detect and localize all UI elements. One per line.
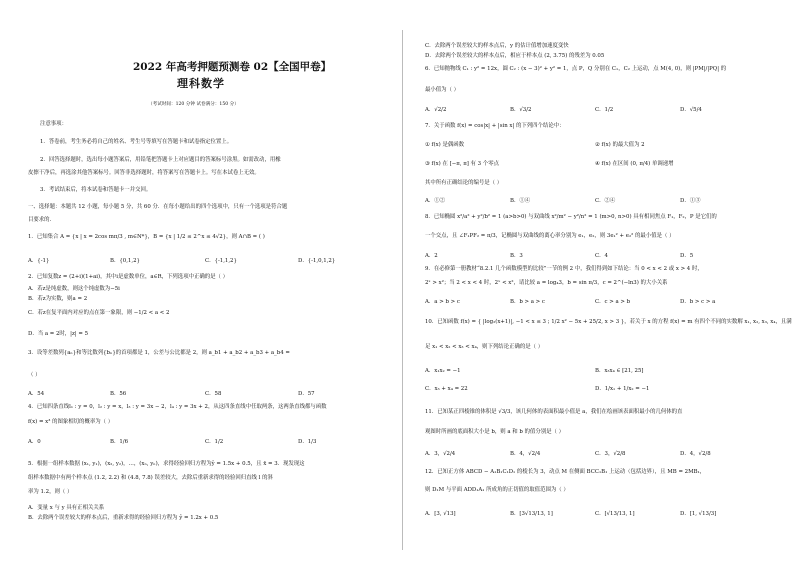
q6-option-c: C．1/2 bbox=[595, 107, 614, 113]
q5-stem-3: 率为 1.2，则（ ） bbox=[28, 489, 73, 495]
q7-option-a: A．①② bbox=[425, 198, 446, 204]
q11-stem-2: 观图时所画的底面积大小是 b，则 a 和 b 的值分别是（ ） bbox=[425, 429, 564, 435]
exam-title: 2022 年高考押题预测卷 02【全国甲卷】 bbox=[133, 61, 332, 73]
q8-option-a: A．2 bbox=[425, 253, 438, 259]
notes-heading: 注意事项： bbox=[40, 121, 67, 127]
q5-option-a: A．变量 x 与 y 具有正相关关系 bbox=[28, 505, 105, 511]
q7-option-c: C．②④ bbox=[595, 198, 616, 204]
q7-stem: 7．关于函数 f(x) = cos|x| + |sin x| 的下列四个结论中： bbox=[425, 123, 565, 129]
q9-option-d: D．b > c > a bbox=[680, 299, 716, 305]
column-divider bbox=[402, 30, 403, 550]
q5-option-c: C．去除两个误差较大的样本点后，y 的估计值增加速度变快 bbox=[425, 43, 569, 49]
q6-option-a: A．√2/2 bbox=[425, 107, 447, 113]
q4-option-c: C．1/2 bbox=[205, 439, 224, 445]
q5-stem-1: 5．根据一组样本数据 (x₁, y₁)，(x₂, y₂)，…，(xₙ, yₙ)，求得经验回归方程为ŷ = 1.5x + 0.5，且 x̄ = 3．现发现这 bbox=[28, 461, 305, 467]
q10-option-d: D．1/x₁ + 1/x₂ = −1 bbox=[595, 386, 650, 392]
q6-stem-2: 最小值为（ ） bbox=[425, 87, 460, 93]
q11-option-a: A．3，√2/4 bbox=[425, 451, 456, 457]
q9-option-c: C．c > a > b bbox=[595, 299, 631, 305]
q12-option-b: B．[3√13/13, 1] bbox=[510, 511, 553, 517]
note-2b: 皮擦干净后，再选涂其他答案标号。回答非选择题时，将答案写在答题卡上。写在本试卷上无效。 bbox=[28, 170, 260, 176]
q7-ask: 其中所有正确结论的编号是（ ） bbox=[425, 180, 503, 186]
q8-option-c: C．4 bbox=[595, 253, 608, 259]
q11-option-d: D．4，√2/8 bbox=[680, 451, 711, 457]
q1-option-c: C．{-1,1,2} bbox=[205, 258, 237, 264]
note-3: 3．考试结束后，将本试卷和答题卡一并交回。 bbox=[40, 187, 152, 193]
q3-paren: （ ） bbox=[28, 372, 41, 378]
q4-stem-2: f(x) = x³ 的图象相切的概率为（ ） bbox=[28, 419, 114, 425]
q12-option-c: C．[√13/13, 1] bbox=[595, 511, 635, 517]
q2-option-a: A．若z是纯虚数，则这个纯虚数为−5i bbox=[28, 286, 120, 292]
q8-option-b: B．3 bbox=[510, 253, 523, 259]
q7-claim-4: ④ f(x) 在区间 (0, π/4) 单调递增 bbox=[595, 161, 674, 167]
q7-claim-1: ① f(x) 是偶函数 bbox=[425, 142, 465, 148]
q7-option-b: B．①④ bbox=[510, 198, 531, 204]
exam-info: （考试时间：120 分钟 试卷满分：150 分） bbox=[148, 102, 239, 107]
q4-option-d: D．1/3 bbox=[298, 439, 317, 445]
q2-option-c: C．若z在复平面内对应的点在第一象限，则 −1/2 < a < 2 bbox=[28, 310, 170, 316]
q7-claim-3: ③ f(x) 在 [−π, π] 有 3 个零点 bbox=[425, 161, 499, 167]
q9-option-a: A．a > b > c bbox=[425, 299, 460, 305]
q2-stem: 2．已知复数z = (2+i)(1+ai)，其中i是虚数单位，a∈R，下列选项中正确的是（ ） bbox=[28, 274, 229, 280]
q5-option-b: B．去除两个误差较大的样本点后，重新求得的经验回归方程为 ŷ = 1.2x + 0.5 bbox=[28, 515, 219, 521]
q12-stem-1: 12．已知正方体 ABCD − A₁B₁C₁D₁ 的棱长为 3，动点 M 在侧面 BCC₁B₁ 上运动（包括边界），且 MB = 2MB₁， bbox=[425, 469, 706, 475]
q3-option-a: A．54 bbox=[28, 391, 45, 397]
note-1: 1．答卷前，考生务必将自己的姓名、考生号等填写在答题卡和试卷指定位置上。 bbox=[40, 139, 233, 145]
right-column bbox=[405, 0, 794, 562]
q1-option-a: A．{-1} bbox=[28, 258, 50, 264]
q7-claim-2: ② f(x) 的最大值为 2 bbox=[595, 142, 645, 148]
q1-option-d: D．{-1,0,1,2} bbox=[298, 258, 336, 264]
q10-option-b: B．x₃x₄ ∈ [21, 25] bbox=[595, 368, 644, 374]
q4-option-a: A．0 bbox=[28, 439, 41, 445]
q3-option-b: B．56 bbox=[110, 391, 127, 397]
q12-option-d: D．[1, √13/3] bbox=[680, 511, 717, 517]
q8-option-d: D．5 bbox=[680, 253, 694, 259]
q11-option-c: C．3，√2/8 bbox=[595, 451, 626, 457]
q10-stem-2: 足 x₁ < x₂ < x₃ < x₄，则下列结论正确的是（ ） bbox=[425, 344, 544, 350]
q6-stem-1: 6．已知抛物线 C₁ : y² = 12x，圆 C₂ : (x − 3)² + y² = 1，点 P，Q 分别在 C₁，C₂ 上运动，点 M(4, 0)，则 |PM|/|PQ| 的 bbox=[425, 66, 727, 72]
q11-stem-1: 11．已知某正四棱锥的体积是 √3/3，该几何体的表面积最小值是 a，我们在绘画该表面积最小的几何体的直 bbox=[425, 409, 683, 415]
q4-stem-1: 4．已知四条直线l₁ : y = 0，l₂ : y = x，l₃ : y = 3x − 2，l₄ : y = 3x + 2，从这四条直线中任取两条，这两条直线都与函数 bbox=[28, 404, 327, 410]
q8-stem-2: 一个交点，且 ∠F₁PF₂ = π/3，记椭圆与双曲线的离心率分别为 e₁，e₂，则 3e₁² + e₂² 的最小值是（ ） bbox=[425, 233, 675, 239]
q6-option-b: B．√3/2 bbox=[510, 107, 532, 113]
q11-option-b: B．4，√2/4 bbox=[510, 451, 541, 457]
q3-option-c: C．58 bbox=[205, 391, 222, 397]
q1-stem: 1．已知集合 A = {x | x = 2cos mπ/3 , m∈N*}，B = {x | 1/2 ≤ 2^x ≤ 4√2}，则 A∩B = ( ) bbox=[28, 234, 265, 240]
note-2a: 2．回答选择题时，选出每小题答案后，用铅笔把答题卡上对应题目的答案标号涂黑。如需改动，用橡 bbox=[40, 157, 281, 163]
q10-stem-1: 10．已知函数 f(x) = { |log₂(x+1)|, −1 < x ≤ 3 ; 1/2 x² − 5x + 25/2, x > 3 }，若关于 x 的方程 f(x) = m 有四个不同的实数解 x₁, x₂, x₃, x₄，且满 bbox=[425, 319, 792, 325]
section1-line1: 一、选择题：本题共 12 小题，每小题 5 分，共 60 分．在每小题给出的四个选项中，只有一个选项是符合题 bbox=[28, 204, 288, 210]
q9-option-b: B．b > a > c bbox=[510, 299, 545, 305]
q7-option-d: D．①③ bbox=[680, 198, 701, 204]
q10-option-a: A．x₁x₂ = −1 bbox=[425, 368, 461, 374]
q2-option-b: B．若z为实数，则a = 2 bbox=[28, 296, 88, 302]
q9-stem-2: 2ˣ > x²；当 2 < x < 4 时，2ˣ < x²，请比较 a = log₄3，b = sin π/3，c = 2^(−ln3) 的大小关系 bbox=[425, 280, 668, 286]
exam-subtitle: 理科数学 bbox=[177, 77, 225, 90]
q3-stem: 3．设等差数列{aₙ}和等比数列{bₙ}的首项都是 1，公差与公比都是 2，则 a_b1 + a_b2 + a_b3 + a_b4 = bbox=[28, 350, 290, 356]
q1-option-b: B．{0,1,2} bbox=[110, 258, 140, 264]
q5-stem-2: 组样本数据中有两个样本点 (1.2, 2.2) 和 (4.8, 7.8) 误差较大，去除后重新求得的经验回归直线 l 的斜 bbox=[28, 475, 273, 481]
q5-option-d: D．去除两个误差较大的样本点后，相应于样本点 (2, 3.75) 的残差为 0.05 bbox=[425, 53, 605, 59]
q10-option-c: C．x₃ + x₄ = 22 bbox=[425, 386, 468, 392]
q12-option-a: A．[3, √13] bbox=[425, 511, 456, 517]
q9-stem-1: 9．在必修第一册教材“8.2.1 几个函数模型的比较”一节的例 2 中，我们得到如下结论：当 0 < x < 2 或 x > 4 时， bbox=[425, 266, 703, 272]
q12-stem-2: 则 D₁M 与平面 ADD₁A₁ 所成角的正切值的取值范围为（ ） bbox=[425, 487, 569, 493]
q8-stem-1: 8．已知椭圆 x²/a² + y²/b² = 1 (a>b>0) 与双曲线 x²/m² − y²/n² = 1 (m>0, n>0) 具有相同焦点 F₁，F₂，P 是它们的 bbox=[425, 214, 717, 220]
q2-option-d: D．当 a = 2时，|z| = 5 bbox=[28, 331, 89, 337]
q6-option-d: D．√5/4 bbox=[680, 107, 702, 113]
q4-option-b: B．1/6 bbox=[110, 439, 129, 445]
q3-option-d: D．57 bbox=[298, 391, 315, 397]
section1-line2: 目要求的． bbox=[28, 217, 55, 223]
